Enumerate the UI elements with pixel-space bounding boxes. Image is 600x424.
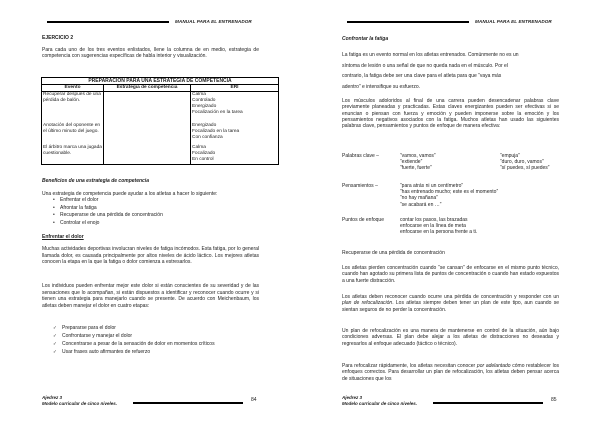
list-item: • Recuperarse de una pérdida de concentración — [45, 212, 163, 220]
list-item: ✓ Prepararse para el dolor — [47, 324, 215, 332]
keyword: “sí puedes, sí puedes” — [500, 165, 550, 172]
footer-line-2: Modelo curricular de cinco niveles. — [42, 401, 118, 406]
col-header-event: Evento — [42, 85, 104, 92]
col-header-eri: ERI — [191, 85, 279, 92]
keywords-col-1 — [400, 153, 436, 172]
eri-item: Con confianza — [192, 134, 223, 140]
benefits-title: Beneficios de una estrategia de competencia — [42, 178, 149, 184]
text-line: La fatiga es un evento normal en los atletas entrenados. Comúnmente no es un — [342, 52, 519, 58]
focus-point: contar los pasos, las brazadas — [400, 217, 468, 223]
running-header: MANUAL PARA EL ENTRENADOR — [175, 19, 252, 24]
concentration-paragraph-2 — [342, 294, 559, 313]
fatigue-paragraph-1 — [342, 50, 562, 92]
competition-strategy-table — [41, 77, 279, 165]
thought: “se acabará en …” — [400, 201, 442, 208]
emphasis: plan de refocalización — [342, 300, 393, 307]
table-row — [42, 123, 279, 145]
header-rule — [347, 21, 469, 23]
pain-paragraph-2: Los individuos pueden enfrentar mejor este dolor si están conscientes de su severidad y de las sensaciones que lo acompañan, si están dispuestos a identificar y reconocer cuando ocurre y si tienen una estrategia para manejarlo cuando se presente. De acuerdo con Meichenbaum, los atletas deben manejar el dolor en cuatro etapas: — [42, 283, 259, 309]
eri-item: Calma — [192, 144, 206, 150]
event-cell: Recuperar después de una pérdida de balón. — [43, 92, 101, 103]
section-title: Confrontar la fatiga — [342, 36, 389, 42]
footer-rule — [433, 402, 543, 404]
strategy-cell[interactable] — [104, 123, 191, 145]
concentration-paragraph-3: Un plan de refocalización es una manera de mantenerse en control de la situación, aún bajo condiciones adversas. El plan debe alejar a los atletas de distracciones no deseadas y regresarlos al enfoque adecuado (táctico o técnico). — [342, 328, 559, 347]
exercise-intro: Para cada uno de los tres eventos enlistados, llene la columna de en medio, estrategia de competencia con sugerencias específicas de habla interior y visualización. — [42, 47, 259, 60]
eri-item: Calma — [192, 92, 206, 97]
footer — [42, 395, 117, 407]
eri-item: Focalizado — [192, 150, 216, 156]
concentration-paragraph-4 — [342, 363, 559, 382]
thought: “para atrás ni un centímetro” — [400, 183, 464, 189]
pain-paragraph-1: Muchas actividades deportivas involucran niveles de fatiga incómodos. Esta fatiga, por lo general llamada dolor, es causada principalmente por altos niveles de ácido láctico. Los mejores atletas conocen la etapa en la que la fatiga o dolor comienza a estresarlos. — [42, 246, 259, 265]
footer-rule — [133, 402, 243, 404]
text: Para refocalizar rápidamente, los atletas necesitan conocer — [342, 363, 477, 369]
event-cell: Anotación del oponente en el último minuto del juego. — [43, 122, 101, 134]
benefits-intro: Una estrategia de competencia puede ayudar a los atletas a hacer lo siguiente: — [42, 191, 218, 197]
eri-item: Energizado — [192, 122, 217, 128]
focus-point: enfocarse en la persona frente a ti. — [400, 229, 478, 236]
eri-item: Focalizado en la tarea — [192, 128, 240, 134]
benefits-list — [45, 197, 163, 227]
text: Los atletas deben reconocer cuando ocurre una pérdida de concentración y responder con un — [342, 294, 559, 300]
keyword: “duro, duro, vamos” — [500, 159, 544, 166]
list-item: • Afrontar la fatiga — [45, 205, 163, 213]
header-rule — [47, 21, 169, 23]
eri-item: Energizado — [192, 104, 217, 109]
text-line: contrario, la fatiga debe ser una clave para el atleta para que “vaya más — [342, 73, 502, 79]
fatigue-paragraph-2: Los músculos adoloridos al final de una carrera pueden desencadenar palabras clave previamente planeadas y practicadas. Estas claves energizantes pueden ser efectivas si se enuncian o piensan con fuerza y emoción y pueden imponerse sobre la emoción y los pensamientos negativos asociados con la fatiga. Muchos atletas han usado las siguientes palabras clave, pensamientos y puntos de enfoque de manera efectiva: — [342, 98, 559, 130]
thought: “no hay mañana” — [400, 195, 438, 202]
emphasis: por adelantado — [476, 363, 511, 369]
concentration-paragraph-1: Los atletas pierden concentración cuando “se cansan” de enfocarse en el mismo punto técnico, cuando han agotado su primera lista de puntos de concentración o cuando han estado expuestos a una fuerte distracción. — [342, 265, 559, 284]
list-item: ✓ Concentrarse a pesar de la sensación de dolor en momentos críticos — [47, 340, 215, 348]
keyword: “fuerte, fuerte” — [400, 165, 432, 172]
list-item: • Controlar el enojo — [45, 220, 163, 228]
page-number: 85 — [551, 397, 557, 403]
pain-title: Enfrentar el dolor — [42, 234, 84, 240]
col-header-strategy: Estrategia de competencia — [104, 85, 191, 92]
event-cell: El árbitro marca una jugada cuestionable. — [43, 144, 102, 156]
table-row — [42, 92, 279, 123]
focus-list — [400, 217, 477, 236]
strategy-cell[interactable] — [104, 145, 191, 165]
footer — [342, 395, 417, 407]
list-item: ✓ Usar frases auto afirmantes de refuerzo — [47, 348, 215, 356]
keyword: “empuja” — [500, 153, 520, 159]
recover-title: Recuperarse de una pérdida de concentración — [342, 250, 445, 256]
text: . Los atletas siempre deben tener un plan de este tipo, aun cuando se sientan seguros de no perder la concentración. — [342, 300, 559, 313]
footer-line-1: Ajedrez 3 — [42, 395, 63, 400]
pain-stages-list — [47, 324, 215, 356]
thoughts-list — [400, 183, 498, 208]
table-title: PREPARACIÓN PARA UNA ESTRATEGIA DE COMPETENCIA — [42, 78, 279, 85]
page-number: 84 — [251, 397, 257, 403]
focus-point: enfocarse en la línea de meta — [400, 223, 466, 230]
keyword: “vamos, vamos” — [400, 153, 436, 159]
keywords-label: Palabras clave – — [342, 153, 379, 159]
footer-line-2: Modelo curricular de cinco niveles. — [342, 401, 418, 406]
text-line: síntoma de lesión o una señal de que no queda nada en el músculo. Por el — [342, 62, 508, 69]
list-item: • Enfrentar el dolor — [45, 197, 163, 205]
text: cómo restablecer los enfoques correctos. Para desarrollar un plan de refocalización, los atletas deben pensar acerca de situaciones que los — [342, 363, 559, 382]
strategy-cell[interactable] — [104, 92, 191, 123]
eri-item: En control — [192, 156, 214, 162]
thought: “has entrenado mucho; este es el momento” — [400, 189, 499, 196]
footer-line-1: Ajedrez 3 — [342, 395, 363, 400]
eri-item: Controlado — [192, 98, 216, 103]
list-item: ✓ Confrontarse y manejar el dolor — [47, 332, 215, 340]
running-header: MANUAL PARA EL ENTRENADOR — [475, 19, 552, 24]
keyword: “extiende” — [400, 159, 423, 166]
thoughts-label: Pensamientos – — [342, 183, 378, 189]
keywords-col-2 — [500, 153, 555, 172]
table-row — [42, 145, 279, 165]
text-line: adentro” e intensifique su esfuerzo. — [342, 83, 421, 90]
focus-label: Puntos de enfoque — [342, 217, 384, 223]
exercise-title: EJERCICIO 2 — [42, 35, 74, 41]
eri-item: Focalización en la tarea — [192, 110, 243, 115]
